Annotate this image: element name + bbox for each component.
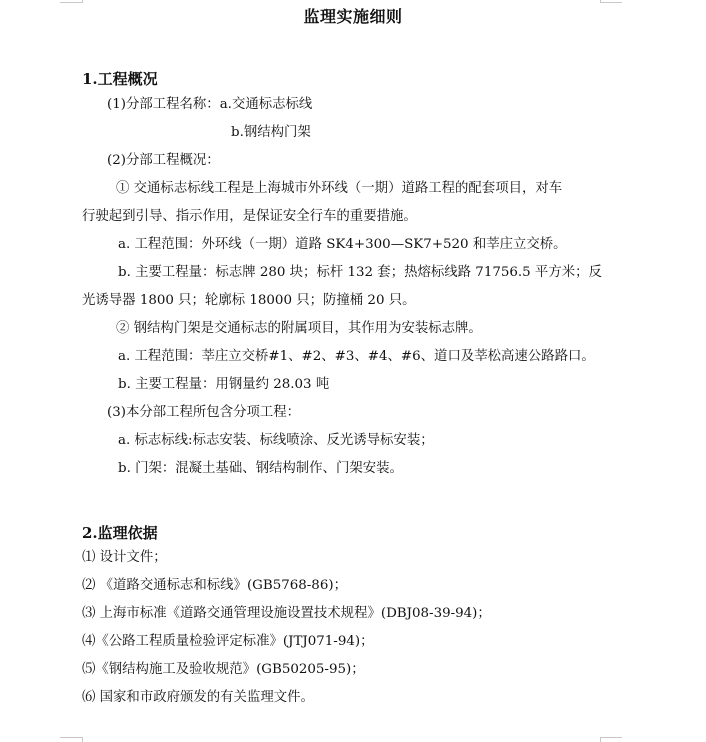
paragraph-line: b. 门架：混凝土基础、钢结构制作、门架安装。 [118,461,403,476]
section-1-heading: 1.工程概况 [82,70,158,88]
paragraph-line: b. 主要工程量：用钢量约 28.03 吨 [118,377,330,392]
paragraph-line: a. 标志标线:标志安装、标线喷涂、反光诱导标安装； [118,433,434,448]
list-item: ⑵ 《道路交通标志和标线》(GB5768-86)； [82,578,347,593]
document-title: 监理实施细则 [303,7,403,26]
paragraph-line: 行驶起到引导、指示作用，是保证安全行车的重要措施。 [82,209,417,224]
crop-mark-top-left-v [82,0,83,3]
paragraph-line: b.钢结构门架 [231,125,311,140]
paragraph-line: 光诱导器 1800 只；轮廓标 18000 只；防撞桶 20 只。 [82,293,416,308]
list-item: ⑹ 国家和市政府颁发的有关监理文件。 [82,690,314,705]
paragraph-line: a. 工程范围：莘庄立交桥#1、#2、#3、#4、#6、道口及莘松高速公路路口。 [118,349,595,364]
paragraph-line: (1)分部工程名称：a.交通标志标线 [107,97,313,112]
list-item: ⑸《钢结构施工及验收规范》(GB50205-95)； [82,662,365,677]
list-item: ⑴ 设计文件； [82,550,167,565]
crop-mark-top-left-h [60,2,82,3]
list-item: ⑷《公路工程质量检验评定标准》(JTJ071-94)； [82,634,374,649]
paragraph-line: ① 交通标志标线工程是上海城市外环线（一期）道路工程的配套项目，对车 [116,181,563,196]
crop-mark-bottom-right-v [600,737,601,742]
section-2-heading: 2.监理依据 [82,524,158,542]
crop-mark-bottom-left-v [82,737,83,742]
paragraph-line: ② 钢结构门架是交通标志的附属项目，其作用为安装标志牌。 [116,321,482,336]
crop-mark-top-right-h [600,2,622,3]
crop-mark-bottom-left-h [60,737,82,738]
crop-mark-bottom-right-h [600,737,622,738]
paragraph-line: a. 工程范围：外环线（一期）道路 SK4+300—SK7+520 和莘庄立交桥。 [118,237,567,252]
paragraph-line: b. 主要工程量：标志牌 280 块；标杆 132 套；热熔标线路 71756.5 平方米；反 [118,265,602,280]
paragraph-line: (3)本分部工程所包含分项工程： [107,405,301,420]
crop-mark-top-right-v [600,0,601,3]
paragraph-line: (2)分部工程概况： [107,153,220,168]
list-item: ⑶ 上海市标准《道路交通管理设施设置技术规程》(DBJ08-39-94)； [82,606,491,621]
